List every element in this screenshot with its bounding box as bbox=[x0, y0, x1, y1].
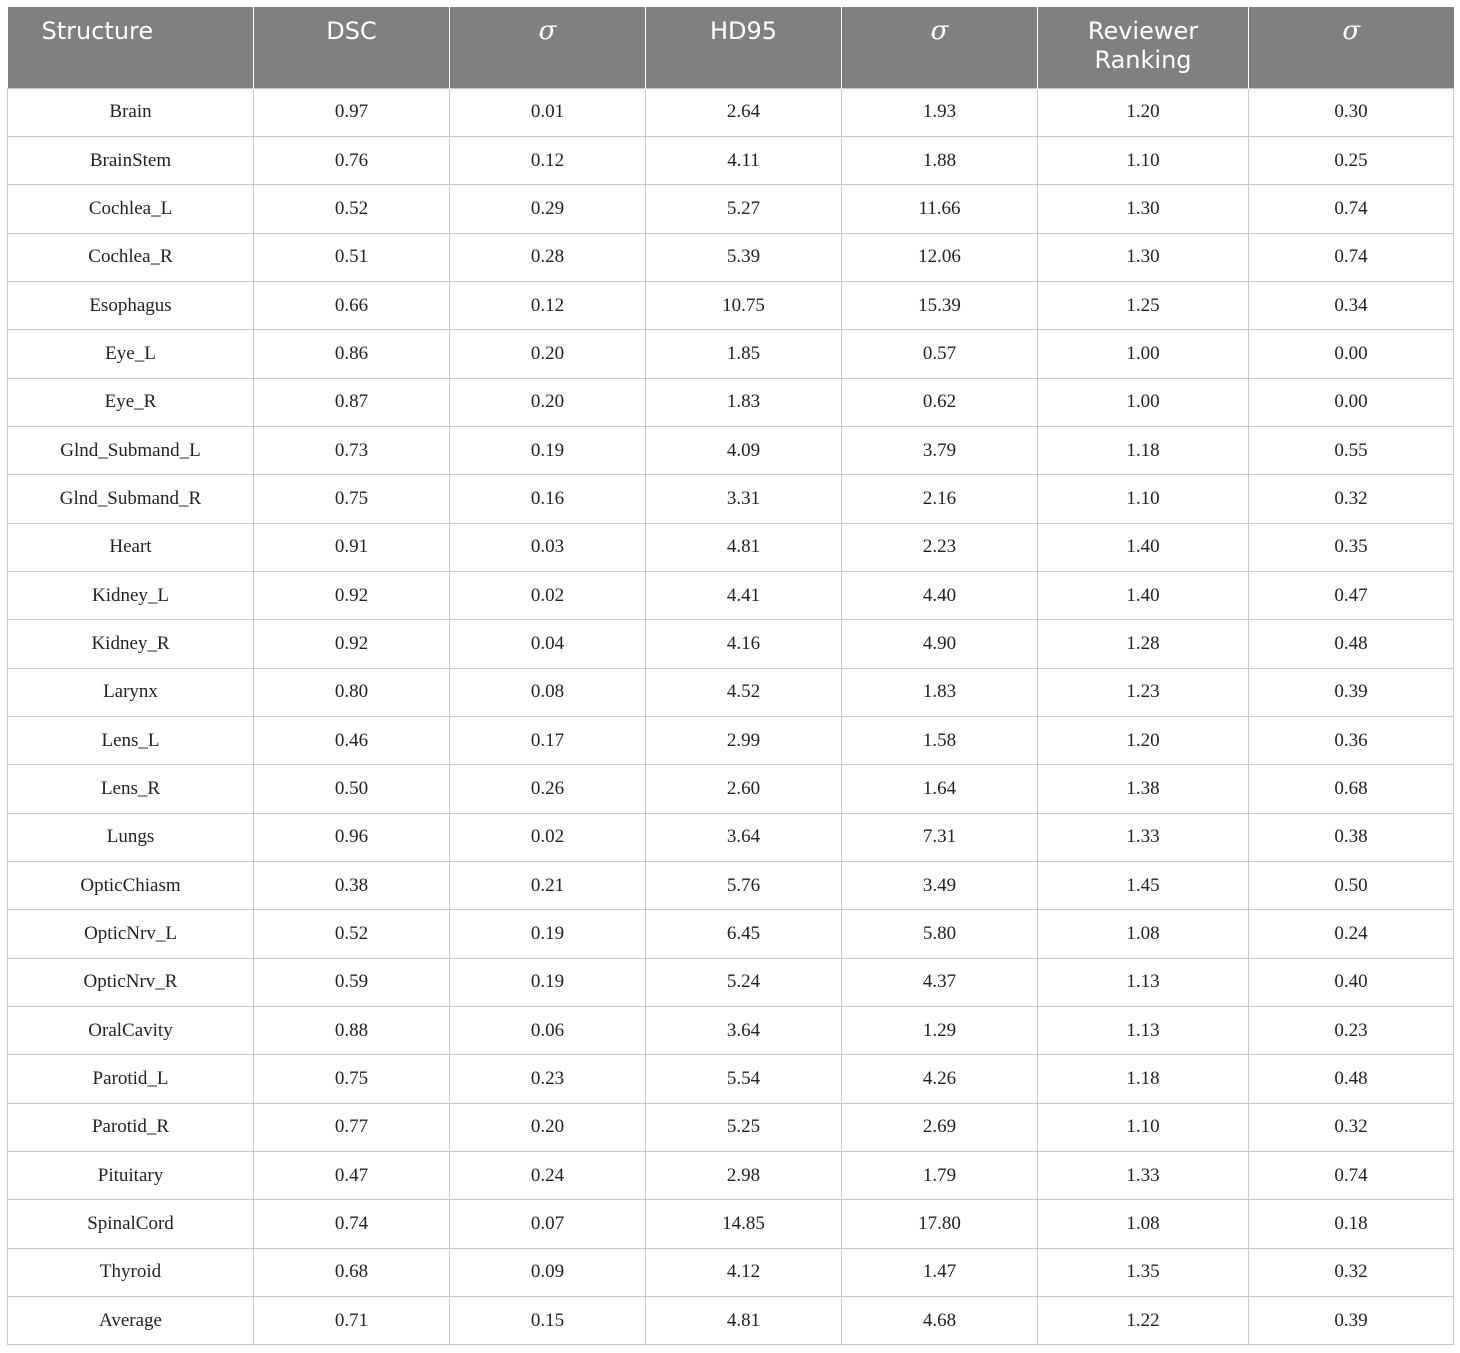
cell-hd95: 5.54 bbox=[646, 1055, 842, 1103]
cell-dsc-sigma: 0.29 bbox=[450, 185, 646, 233]
cell-hd95: 4.12 bbox=[646, 1248, 842, 1296]
cell-hd95: 5.76 bbox=[646, 862, 842, 910]
cell-ranking-sigma: 0.38 bbox=[1249, 813, 1454, 861]
cell-dsc-sigma: 0.19 bbox=[450, 426, 646, 474]
cell-hd95: 2.98 bbox=[646, 1152, 842, 1200]
cell-dsc-sigma: 0.19 bbox=[450, 958, 646, 1006]
cell-ranking-sigma: 0.35 bbox=[1249, 523, 1454, 571]
cell-ranking-sigma: 0.18 bbox=[1249, 1200, 1454, 1248]
header-hd95: HD95 bbox=[646, 7, 842, 88]
cell-ranking-sigma: 0.25 bbox=[1249, 136, 1454, 184]
cell-dsc: 0.88 bbox=[254, 1007, 450, 1055]
cell-reviewer-ranking: 1.35 bbox=[1038, 1248, 1249, 1296]
table-row bbox=[8, 571, 1454, 619]
table-row bbox=[8, 88, 1454, 136]
cell-hd95: 2.99 bbox=[646, 716, 842, 764]
cell-hd95-sigma: 3.79 bbox=[842, 426, 1038, 474]
cell-reviewer-ranking: 1.13 bbox=[1038, 958, 1249, 1006]
cell-dsc: 0.96 bbox=[254, 813, 450, 861]
cell-hd95: 3.31 bbox=[646, 475, 842, 523]
cell-structure: OpticNrv_R bbox=[8, 958, 254, 1006]
cell-dsc: 0.71 bbox=[254, 1297, 450, 1345]
cell-ranking-sigma: 0.47 bbox=[1249, 571, 1454, 619]
cell-dsc: 0.51 bbox=[254, 233, 450, 281]
cell-ranking-sigma: 0.00 bbox=[1249, 378, 1454, 426]
cell-dsc-sigma: 0.19 bbox=[450, 910, 646, 958]
cell-dsc: 0.75 bbox=[254, 475, 450, 523]
cell-reviewer-ranking: 1.13 bbox=[1038, 1007, 1249, 1055]
cell-dsc: 0.38 bbox=[254, 862, 450, 910]
cell-structure: Parotid_L bbox=[8, 1055, 254, 1103]
cell-hd95-sigma: 4.40 bbox=[842, 571, 1038, 619]
cell-structure: Cochlea_R bbox=[8, 233, 254, 281]
cell-hd95-sigma: 0.62 bbox=[842, 378, 1038, 426]
cell-hd95-sigma: 0.57 bbox=[842, 330, 1038, 378]
table-row bbox=[8, 233, 1454, 281]
table-row bbox=[8, 185, 1454, 233]
table-row bbox=[8, 136, 1454, 184]
cell-dsc: 0.86 bbox=[254, 330, 450, 378]
cell-structure: Kidney_L bbox=[8, 571, 254, 619]
cell-hd95: 5.25 bbox=[646, 1103, 842, 1151]
cell-dsc: 0.46 bbox=[254, 716, 450, 764]
table-row bbox=[8, 958, 1454, 1006]
cell-structure: Lens_R bbox=[8, 765, 254, 813]
cell-reviewer-ranking: 1.25 bbox=[1038, 281, 1249, 329]
cell-structure: Eye_L bbox=[8, 330, 254, 378]
cell-dsc-sigma: 0.20 bbox=[450, 1103, 646, 1151]
cell-hd95: 2.64 bbox=[646, 88, 842, 136]
cell-reviewer-ranking: 1.38 bbox=[1038, 765, 1249, 813]
cell-hd95-sigma: 3.49 bbox=[842, 862, 1038, 910]
cell-structure: OralCavity bbox=[8, 1007, 254, 1055]
cell-reviewer-ranking: 1.18 bbox=[1038, 1055, 1249, 1103]
cell-dsc: 0.73 bbox=[254, 426, 450, 474]
cell-hd95-sigma: 1.64 bbox=[842, 765, 1038, 813]
table-row bbox=[8, 862, 1454, 910]
cell-dsc: 0.59 bbox=[254, 958, 450, 1006]
cell-dsc: 0.92 bbox=[254, 571, 450, 619]
cell-reviewer-ranking: 1.00 bbox=[1038, 378, 1249, 426]
table-row bbox=[8, 426, 1454, 474]
cell-dsc: 0.75 bbox=[254, 1055, 450, 1103]
header-reviewer-ranking: Reviewer Ranking bbox=[1038, 7, 1249, 88]
cell-dsc-sigma: 0.23 bbox=[450, 1055, 646, 1103]
cell-structure: Kidney_R bbox=[8, 620, 254, 668]
cell-ranking-sigma: 0.48 bbox=[1249, 620, 1454, 668]
results-table bbox=[7, 7, 1454, 1345]
cell-hd95: 4.09 bbox=[646, 426, 842, 474]
cell-dsc-sigma: 0.12 bbox=[450, 136, 646, 184]
table-row bbox=[8, 620, 1454, 668]
cell-ranking-sigma: 0.74 bbox=[1249, 1152, 1454, 1200]
cell-dsc: 0.52 bbox=[254, 910, 450, 958]
header-dsc: DSC bbox=[254, 7, 450, 88]
cell-ranking-sigma: 0.24 bbox=[1249, 910, 1454, 958]
cell-structure: Average bbox=[8, 1297, 254, 1345]
header-dsc-sigma: σ bbox=[450, 7, 646, 88]
cell-ranking-sigma: 0.39 bbox=[1249, 1297, 1454, 1345]
cell-dsc-sigma: 0.03 bbox=[450, 523, 646, 571]
cell-dsc: 0.66 bbox=[254, 281, 450, 329]
table-row bbox=[8, 378, 1454, 426]
cell-hd95: 4.41 bbox=[646, 571, 842, 619]
cell-dsc-sigma: 0.09 bbox=[450, 1248, 646, 1296]
cell-dsc: 0.74 bbox=[254, 1200, 450, 1248]
table-row bbox=[8, 523, 1454, 571]
table-row bbox=[8, 716, 1454, 764]
cell-hd95: 3.64 bbox=[646, 813, 842, 861]
header-ranking-sigma: σ bbox=[1249, 7, 1454, 88]
cell-dsc-sigma: 0.20 bbox=[450, 378, 646, 426]
cell-reviewer-ranking: 1.10 bbox=[1038, 1103, 1249, 1151]
cell-reviewer-ranking: 1.08 bbox=[1038, 910, 1249, 958]
cell-dsc-sigma: 0.12 bbox=[450, 281, 646, 329]
cell-dsc-sigma: 0.02 bbox=[450, 571, 646, 619]
cell-hd95-sigma: 17.80 bbox=[842, 1200, 1038, 1248]
cell-hd95-sigma: 1.88 bbox=[842, 136, 1038, 184]
cell-ranking-sigma: 0.74 bbox=[1249, 233, 1454, 281]
cell-ranking-sigma: 0.32 bbox=[1249, 1103, 1454, 1151]
table-row bbox=[8, 475, 1454, 523]
cell-structure: Heart bbox=[8, 523, 254, 571]
cell-reviewer-ranking: 1.10 bbox=[1038, 136, 1249, 184]
cell-hd95: 4.81 bbox=[646, 1297, 842, 1345]
cell-reviewer-ranking: 1.20 bbox=[1038, 88, 1249, 136]
cell-reviewer-ranking: 1.00 bbox=[1038, 330, 1249, 378]
cell-hd95-sigma: 12.06 bbox=[842, 233, 1038, 281]
cell-hd95: 3.64 bbox=[646, 1007, 842, 1055]
cell-ranking-sigma: 0.36 bbox=[1249, 716, 1454, 764]
cell-dsc-sigma: 0.24 bbox=[450, 1152, 646, 1200]
cell-reviewer-ranking: 1.33 bbox=[1038, 813, 1249, 861]
cell-hd95-sigma: 4.68 bbox=[842, 1297, 1038, 1345]
cell-structure: Cochlea_L bbox=[8, 185, 254, 233]
cell-structure: Thyroid bbox=[8, 1248, 254, 1296]
cell-structure: Larynx bbox=[8, 668, 254, 716]
table-row bbox=[8, 1248, 1454, 1296]
cell-hd95-sigma: 7.31 bbox=[842, 813, 1038, 861]
cell-reviewer-ranking: 1.10 bbox=[1038, 475, 1249, 523]
cell-dsc: 0.52 bbox=[254, 185, 450, 233]
cell-ranking-sigma: 0.34 bbox=[1249, 281, 1454, 329]
cell-hd95-sigma: 1.47 bbox=[842, 1248, 1038, 1296]
cell-dsc-sigma: 0.16 bbox=[450, 475, 646, 523]
cell-structure: SpinalCord bbox=[8, 1200, 254, 1248]
table-row bbox=[8, 813, 1454, 861]
table-row bbox=[8, 1103, 1454, 1151]
cell-hd95: 1.83 bbox=[646, 378, 842, 426]
cell-reviewer-ranking: 1.30 bbox=[1038, 233, 1249, 281]
header-row bbox=[8, 7, 1454, 88]
cell-reviewer-ranking: 1.18 bbox=[1038, 426, 1249, 474]
cell-dsc: 0.50 bbox=[254, 765, 450, 813]
cell-dsc-sigma: 0.15 bbox=[450, 1297, 646, 1345]
cell-dsc-sigma: 0.17 bbox=[450, 716, 646, 764]
cell-hd95: 4.11 bbox=[646, 136, 842, 184]
table-row bbox=[8, 765, 1454, 813]
cell-ranking-sigma: 0.74 bbox=[1249, 185, 1454, 233]
cell-hd95-sigma: 1.79 bbox=[842, 1152, 1038, 1200]
cell-structure: OpticChiasm bbox=[8, 862, 254, 910]
table-row bbox=[8, 1152, 1454, 1200]
cell-dsc: 0.91 bbox=[254, 523, 450, 571]
cell-ranking-sigma: 0.00 bbox=[1249, 330, 1454, 378]
cell-hd95-sigma: 2.69 bbox=[842, 1103, 1038, 1151]
cell-reviewer-ranking: 1.30 bbox=[1038, 185, 1249, 233]
cell-hd95-sigma: 11.66 bbox=[842, 185, 1038, 233]
cell-dsc-sigma: 0.21 bbox=[450, 862, 646, 910]
table-row bbox=[8, 1200, 1454, 1248]
cell-hd95: 2.60 bbox=[646, 765, 842, 813]
cell-ranking-sigma: 0.68 bbox=[1249, 765, 1454, 813]
table-row bbox=[8, 1055, 1454, 1103]
table-row bbox=[8, 910, 1454, 958]
cell-dsc: 0.97 bbox=[254, 88, 450, 136]
cell-dsc-sigma: 0.20 bbox=[450, 330, 646, 378]
cell-hd95-sigma: 4.37 bbox=[842, 958, 1038, 1006]
cell-dsc-sigma: 0.28 bbox=[450, 233, 646, 281]
cell-dsc: 0.77 bbox=[254, 1103, 450, 1151]
cell-ranking-sigma: 0.39 bbox=[1249, 668, 1454, 716]
cell-ranking-sigma: 0.48 bbox=[1249, 1055, 1454, 1103]
cell-ranking-sigma: 0.32 bbox=[1249, 1248, 1454, 1296]
cell-dsc: 0.76 bbox=[254, 136, 450, 184]
cell-dsc-sigma: 0.06 bbox=[450, 1007, 646, 1055]
cell-hd95-sigma: 4.26 bbox=[842, 1055, 1038, 1103]
cell-hd95: 5.24 bbox=[646, 958, 842, 1006]
cell-hd95-sigma: 1.93 bbox=[842, 88, 1038, 136]
cell-reviewer-ranking: 1.28 bbox=[1038, 620, 1249, 668]
table-row bbox=[8, 668, 1454, 716]
cell-structure: Brain bbox=[8, 88, 254, 136]
cell-dsc: 0.80 bbox=[254, 668, 450, 716]
cell-dsc: 0.87 bbox=[254, 378, 450, 426]
cell-dsc-sigma: 0.04 bbox=[450, 620, 646, 668]
cell-hd95-sigma: 1.29 bbox=[842, 1007, 1038, 1055]
cell-hd95: 10.75 bbox=[646, 281, 842, 329]
cell-hd95-sigma: 15.39 bbox=[842, 281, 1038, 329]
cell-structure: Glnd_Submand_R bbox=[8, 475, 254, 523]
cell-ranking-sigma: 0.32 bbox=[1249, 475, 1454, 523]
cell-hd95: 4.16 bbox=[646, 620, 842, 668]
cell-hd95: 5.39 bbox=[646, 233, 842, 281]
cell-hd95-sigma: 2.16 bbox=[842, 475, 1038, 523]
header-hd95-sigma: σ bbox=[842, 7, 1038, 88]
cell-dsc: 0.68 bbox=[254, 1248, 450, 1296]
cell-ranking-sigma: 0.23 bbox=[1249, 1007, 1454, 1055]
cell-hd95-sigma: 5.80 bbox=[842, 910, 1038, 958]
cell-structure: Lungs bbox=[8, 813, 254, 861]
cell-structure: Pituitary bbox=[8, 1152, 254, 1200]
cell-hd95-sigma: 1.58 bbox=[842, 716, 1038, 764]
cell-ranking-sigma: 0.50 bbox=[1249, 862, 1454, 910]
cell-reviewer-ranking: 1.40 bbox=[1038, 523, 1249, 571]
cell-reviewer-ranking: 1.22 bbox=[1038, 1297, 1249, 1345]
table-row bbox=[8, 281, 1454, 329]
cell-hd95: 4.81 bbox=[646, 523, 842, 571]
cell-dsc-sigma: 0.07 bbox=[450, 1200, 646, 1248]
header-structure: Structure bbox=[8, 7, 254, 88]
cell-ranking-sigma: 0.30 bbox=[1249, 88, 1454, 136]
table-header bbox=[8, 7, 1454, 88]
table-body bbox=[8, 88, 1454, 1345]
cell-structure: Eye_R bbox=[8, 378, 254, 426]
cell-ranking-sigma: 0.40 bbox=[1249, 958, 1454, 1006]
cell-hd95: 4.52 bbox=[646, 668, 842, 716]
cell-structure: OpticNrv_L bbox=[8, 910, 254, 958]
table-row bbox=[8, 1297, 1454, 1345]
cell-dsc: 0.47 bbox=[254, 1152, 450, 1200]
cell-reviewer-ranking: 1.23 bbox=[1038, 668, 1249, 716]
cell-structure: Lens_L bbox=[8, 716, 254, 764]
cell-dsc-sigma: 0.26 bbox=[450, 765, 646, 813]
cell-hd95: 1.85 bbox=[646, 330, 842, 378]
cell-reviewer-ranking: 1.20 bbox=[1038, 716, 1249, 764]
cell-reviewer-ranking: 1.08 bbox=[1038, 1200, 1249, 1248]
cell-reviewer-ranking: 1.45 bbox=[1038, 862, 1249, 910]
cell-ranking-sigma: 0.55 bbox=[1249, 426, 1454, 474]
cell-dsc-sigma: 0.01 bbox=[450, 88, 646, 136]
cell-structure: BrainStem bbox=[8, 136, 254, 184]
cell-hd95: 6.45 bbox=[646, 910, 842, 958]
cell-hd95-sigma: 2.23 bbox=[842, 523, 1038, 571]
cell-reviewer-ranking: 1.33 bbox=[1038, 1152, 1249, 1200]
cell-structure: Parotid_R bbox=[8, 1103, 254, 1151]
table-row bbox=[8, 1007, 1454, 1055]
cell-dsc: 0.92 bbox=[254, 620, 450, 668]
cell-dsc-sigma: 0.02 bbox=[450, 813, 646, 861]
cell-structure: Glnd_Submand_L bbox=[8, 426, 254, 474]
cell-reviewer-ranking: 1.40 bbox=[1038, 571, 1249, 619]
cell-dsc-sigma: 0.08 bbox=[450, 668, 646, 716]
cell-hd95: 5.27 bbox=[646, 185, 842, 233]
cell-hd95-sigma: 1.83 bbox=[842, 668, 1038, 716]
cell-hd95: 14.85 bbox=[646, 1200, 842, 1248]
cell-structure: Esophagus bbox=[8, 281, 254, 329]
table-row bbox=[8, 330, 1454, 378]
cell-hd95-sigma: 4.90 bbox=[842, 620, 1038, 668]
